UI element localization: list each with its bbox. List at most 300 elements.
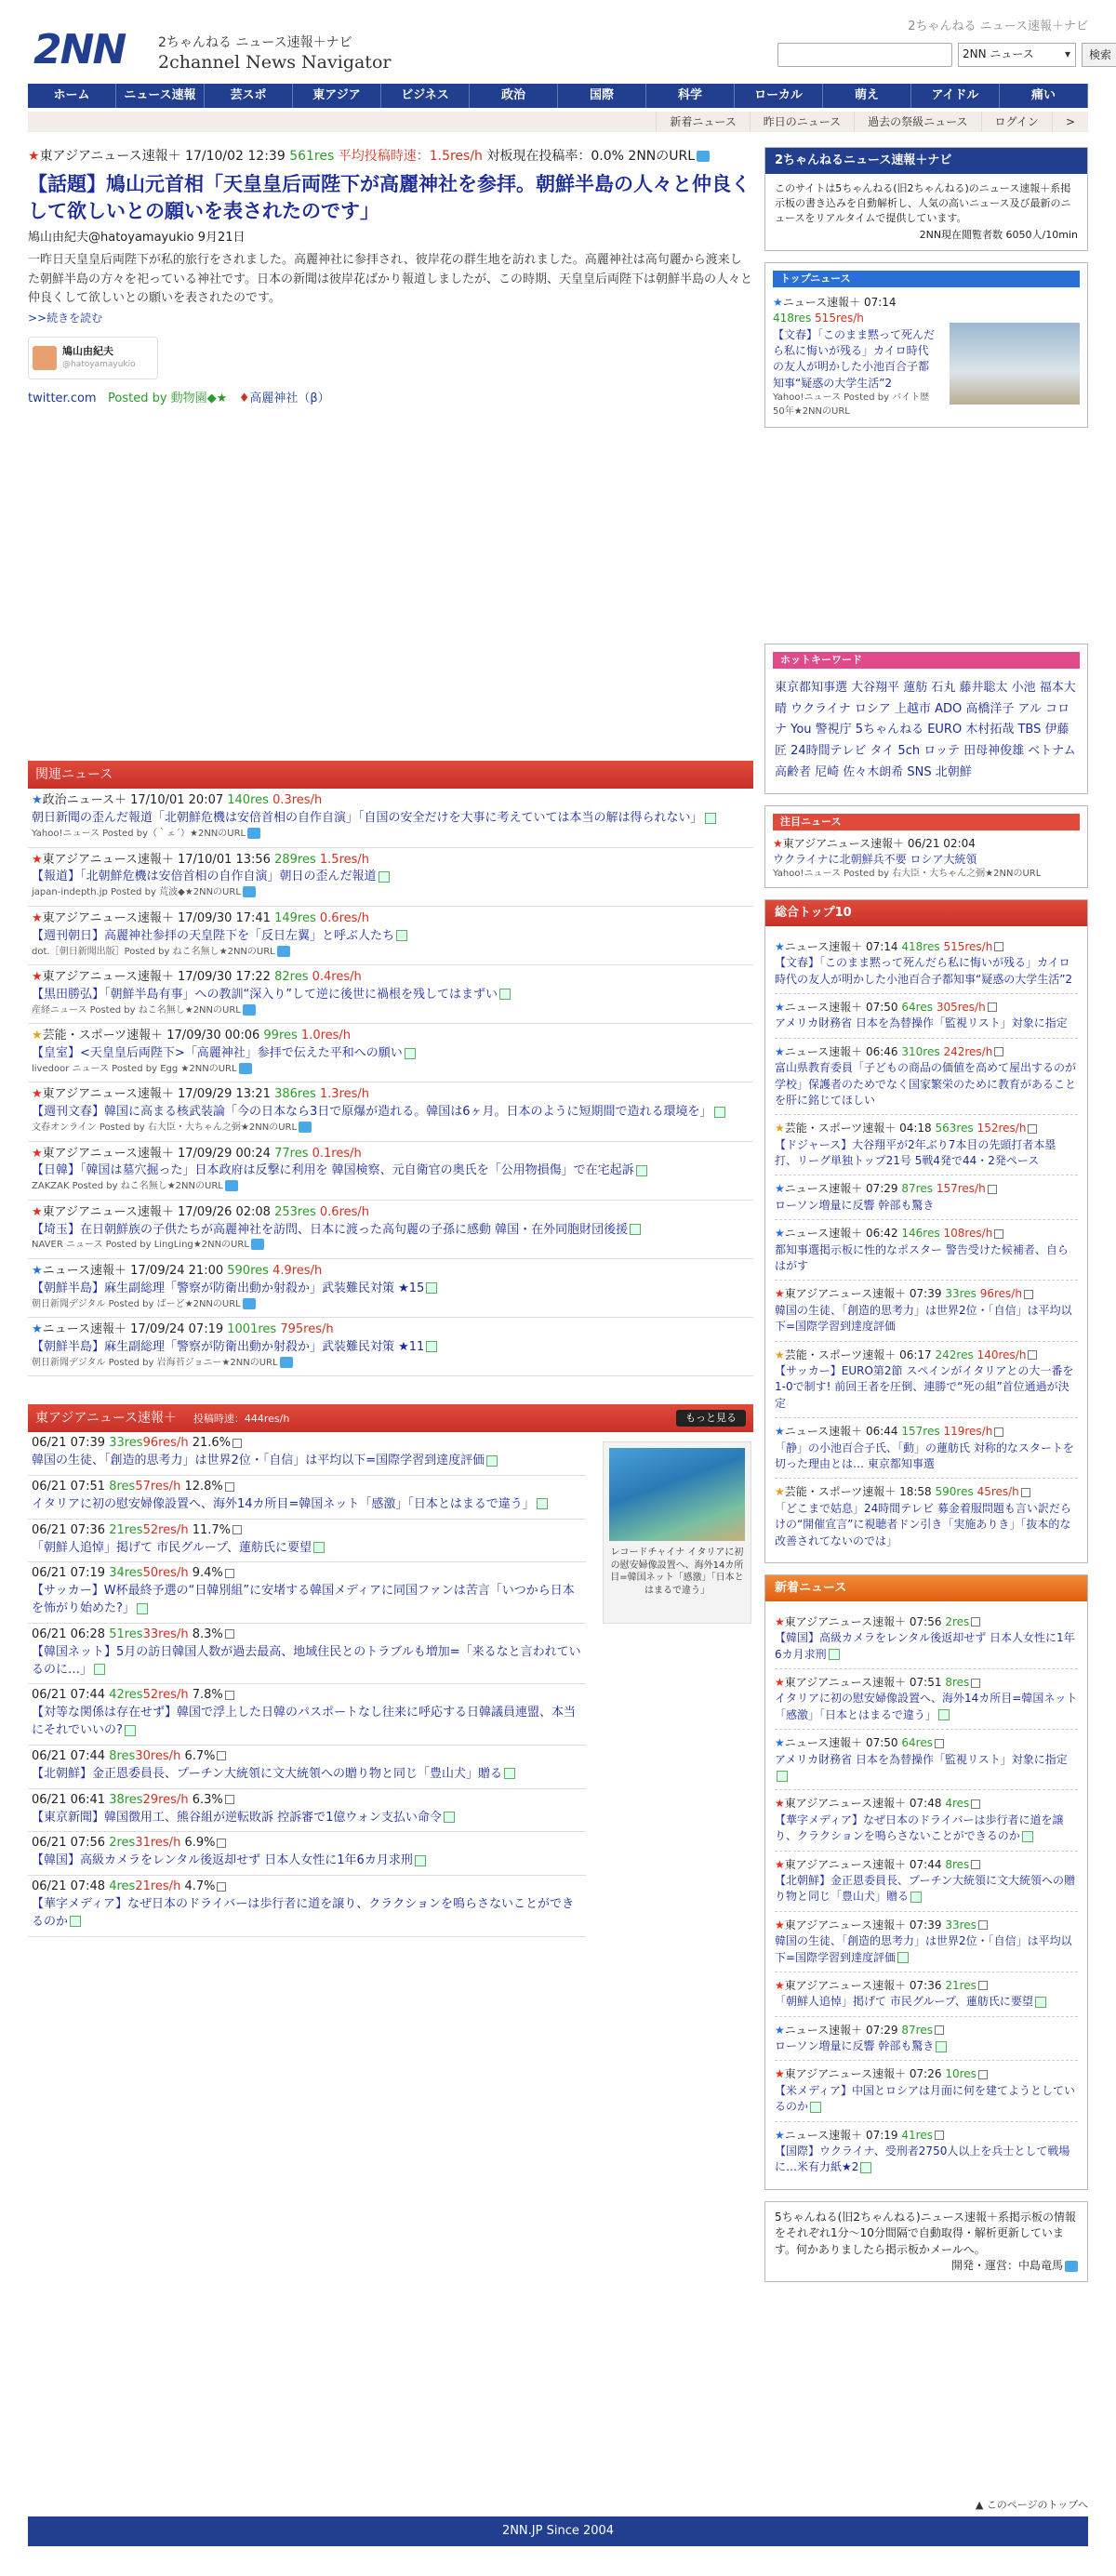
related-title-wrap [32,1162,750,1180]
logo-subtitle: 2ちゃんねる ニュース速報＋ナビ [158,35,352,50]
checkbox-icon[interactable] [978,1920,988,1930]
related-title-wrap [32,1281,750,1298]
new-category[interactable]: 東アジアニュース速報＋ 07:48 [784,1797,942,1811]
image-icon[interactable] [636,1165,647,1176]
star-icon: ★ [775,1044,785,1058]
subnav-login[interactable]: ログイン [981,112,1052,132]
top10-box [764,899,1088,1563]
list-item[interactable] [28,1624,586,1685]
twitter-icon[interactable] [280,1357,293,1368]
top10-title[interactable]: 都知事選掲示板に性的なポスター 警告受けた候補者、自らはがす [775,1242,1069,1273]
source-link[interactable]: twitter.com [28,391,97,405]
image-icon[interactable] [486,1455,498,1467]
top10-category[interactable]: 芸能・スポーツ速報＋ 18:58 [784,1485,932,1499]
twitter-icon[interactable] [239,1063,252,1074]
asia-rate: 50res/h [142,1566,189,1581]
new-title-wrap [775,2144,1078,2176]
related-category[interactable]: 政治ニュース＋ 17/10/01 20:07 [42,793,224,808]
checkbox-icon[interactable] [1024,1290,1033,1299]
twitter-icon[interactable] [243,1298,256,1309]
twitter-icon[interactable] [251,1239,264,1250]
related-meta [32,1028,750,1045]
new-title[interactable]: 【北朝鮮】金正恩委員長、プーチン大統領に文大統領への贈り物と同じ「豊山犬」贈る [775,1873,1076,1904]
checkbox-icon[interactable] [225,1691,234,1700]
read-more-link[interactable]: >>続きを読む [28,312,103,325]
asia-meta [32,1748,582,1766]
new-title[interactable]: 【国際】ウクライナ、受刑者2750人以上を兵士として戦場に…米有力紙★2 [775,2144,1070,2174]
top10-category[interactable]: 芸能・スポーツ速報＋ 04:18 [784,1122,932,1135]
image-icon[interactable] [70,1916,81,1927]
top-news-photo[interactable] [950,323,1080,405]
list-item[interactable] [28,1318,753,1376]
twitter-icon[interactable] [247,828,260,839]
checkbox-icon[interactable] [217,1839,226,1848]
asia-time: 06/21 07:56 [32,1836,106,1851]
star-icon: ★ [32,793,43,808]
image-icon[interactable] [537,1498,548,1509]
top10-title[interactable]: 【ドジャース】大谷翔平が2年ぶり7本目の先頭打者本塁打、リーグ単独トップ21号 5戦4発で44・2発ペース [775,1137,1056,1168]
related-category[interactable]: 芸能・スポーツ速報＋ 17/09/30 00:06 [42,1029,260,1043]
checkbox-icon[interactable] [225,1629,234,1639]
checkbox-icon[interactable] [935,2131,944,2140]
checkbox-icon[interactable] [994,1229,1003,1239]
asia-title[interactable]: イタリアに初の慰安婦像設置へ、海外14カ所目=韓国ネット「感激」「日本とはまるで違う」 [32,1496,535,1511]
checkbox-icon[interactable] [988,1185,997,1194]
top10-category[interactable]: ニュース速報＋ 07:29 [784,1182,898,1196]
keyword-list[interactable]: 東京都知事選 大谷翔平 蓮舫 石丸 藤井聡太 小池 福本大晴 ウクライナ ロシア 上越市 ADO 高橋洋子 アル コロナ You 警視庁 5ちゃんねる EURO 木村拓哉 TBS 伊藤匠 24時間テレビ タイ 5ch ロッテ 田母神俊雄 ベトナム 高齢者 尼崎 佐々木朗希 SNS 北朝鮮 [775,680,1076,779]
back-to-top-link[interactable]: ▲ このページのトップへ [975,2499,1088,2511]
checkbox-icon[interactable] [994,942,1003,951]
checkbox-icon[interactable] [225,1795,234,1804]
top-news-box [764,262,1088,428]
nav-itai[interactable]: 痛い [1000,84,1088,108]
top10-res: 64res [901,1000,933,1014]
asia-res: 38res [109,1792,143,1807]
article-title[interactable]: 【話題】鳩山元首相「天皇皇后両陛下が高麗神社を参拝。朝鮮半島の人々と仲良くして欲しいとの願いを表されたのです」 [28,173,751,222]
star-icon: ★ [773,295,783,309]
new-category[interactable]: 東アジアニュース速報＋ 07:56 [784,1614,942,1628]
related-category[interactable]: 東アジアニュース速報＋ 17/09/29 13:21 [42,1087,271,1102]
related-title[interactable]: 【報道】「北朝鮮危機は安倍首相の自作自演」朝日の歪んだ報道 [32,870,377,884]
checkbox-icon[interactable] [971,1799,980,1809]
image-icon[interactable] [936,2041,947,2052]
image-icon[interactable] [1022,1831,1033,1842]
related-title[interactable]: 【週刊文春】韓国に高まる核武装論「今の日本なら3日で原爆が造れる。韓国は6ヶ月。日本のように短期間で造れる環境を」 [32,1105,712,1120]
asia-pct: 9.4% [192,1566,223,1581]
top10-meta [775,1226,1078,1242]
related-title[interactable]: 【黒田勝弘】「朝鮮半島有事」への教訓“深入り”して逆に後世に禍根を残してはまずい [32,987,498,1002]
top10-title[interactable]: アメリカ財務省 日本を為替操作「監視リスト」対象に指定 [775,1016,1068,1030]
list-item[interactable] [775,1418,1078,1479]
list-item[interactable] [775,1039,1078,1116]
list-item[interactable] [775,2017,1078,2062]
related-category[interactable]: 東アジアニュース速報＋ 17/09/30 17:22 [42,970,271,985]
asia-rate: 33res/h [142,1627,189,1641]
related-category[interactable]: ニュース速報＋ 17/09/24 07:19 [42,1322,224,1337]
list-item[interactable] [28,1832,586,1876]
featured-article [28,147,753,407]
checkbox-icon[interactable] [994,1047,1003,1056]
list-item[interactable] [775,934,1078,994]
related-source-wrap [32,1298,750,1312]
asia-title[interactable]: 【北朝鮮】金正恩委員長、プーチン大統領に文大統領への贈り物と同じ「豊山犬」贈る [32,1766,502,1781]
related-news [28,761,753,1376]
top10-category[interactable]: 芸能・スポーツ速報＋ 06:17 [784,1348,932,1361]
image-icon[interactable] [405,1048,416,1059]
asia-title[interactable]: 【韓国ネット】5月の訪日韓国人数が過去最高、地域住民とのトラブルも増加=「来るなと言われているのに…」 [32,1644,581,1677]
new-res: 10res [945,2067,976,2081]
image-caption: レコードチャイナ イタリアに初の慰安婦像設置へ、海外14カ所目=韓国ネット「感激」「日本とはまるで違う」 [610,1547,744,1596]
asia-title[interactable]: 韓国の生徒、「創造的思考力」は世界2位・「自信」は平均以下=国際学習到達度評価 [32,1454,485,1468]
new-category[interactable]: ニュース速報＋ 07:19 [784,2128,898,2142]
checkbox-icon[interactable] [978,2070,988,2079]
image-icon[interactable] [313,1542,325,1553]
list-item[interactable] [775,1972,1078,2017]
posted-by: Posted by 動物園◆★ [108,391,228,405]
list-item[interactable] [28,1082,753,1141]
star-icon: ★ [775,1676,785,1690]
new-category[interactable]: ニュース速報＋ 07:29 [784,2023,898,2037]
checkbox-icon[interactable] [232,1525,242,1534]
list-item[interactable] [28,1876,586,1937]
related-title[interactable]: 【日韓】「韓国は墓穴掘った」日本政府は反撃に利用を 韓国検察、元自衛官の奥氏を「公用物損傷」で在宅起訴 [32,1163,634,1178]
footer: 2NN.JP Since 2004 [28,2516,1088,2546]
list-item[interactable] [775,1912,1078,1972]
news-photo[interactable] [609,1448,745,1541]
checkbox-icon[interactable] [1028,1350,1037,1360]
checkbox-icon[interactable] [978,1981,988,1990]
search-button[interactable]: 検索 [1082,43,1116,67]
image-icon[interactable] [897,1952,909,1963]
top10-title[interactable]: 「どこまで姑息」24時間テレビ 募金着服問題も言い訳だらけの“開催宣言”に視聴者ドン引き「実施ありき」「抜本的な改善されてないのでは」 [775,1501,1071,1547]
related-source-wrap [32,1357,750,1371]
related-title[interactable]: 【埼玉】在日朝鮮族の子供たちが高麗神社を訪問、日本に渡った高句麗の子孫に感動 韓国・在外同胞財団後援 [32,1222,629,1237]
checkbox-icon[interactable] [994,1427,1003,1437]
featured-source: Yahoo!ニュース Posted by 右大臣・大ちゃん之弼★2NNのURL [773,869,1042,880]
image-icon[interactable] [379,871,390,883]
checkbox-icon[interactable] [1028,1124,1037,1134]
new-title[interactable]: 【米メディア】中国とロシアは月面に何を建てようとしているのか [775,2083,1076,2114]
top10-meta [775,1424,1078,1440]
image-icon[interactable] [444,1812,455,1823]
top10-rate: 157res/h [936,1182,986,1196]
new-category[interactable]: ニュース速報＋ 07:50 [784,1736,898,1750]
related-title-wrap [32,987,750,1004]
asia-meta [32,1835,582,1852]
related-category[interactable]: ニュース速報＋ 17/09/24 21:00 [42,1263,224,1278]
article-footer [28,391,753,408]
nav-geisupo[interactable]: 芸スポ [205,84,293,108]
featured-title[interactable]: ウクライナに北朝鮮兵不要 ロシア大統領 [773,852,977,866]
subnav-new-news[interactable]: 新着ニュース [656,112,749,132]
nav-science[interactable]: 科学 [646,84,735,108]
new-title[interactable]: イタリアに初の慰安婦像設置へ、海外14カ所目=韓国ネット「感激」「日本とはまるで違う」 [775,1692,1078,1721]
nav-moe[interactable]: 萌え [823,84,911,108]
image-icon[interactable] [630,1224,641,1235]
asia-title[interactable]: 【韓国】高級カメラをレンタル後返却せず 日本人女性に1年6カ月求刑 [32,1853,413,1868]
star-icon: ★ [775,2023,785,2037]
checkbox-icon[interactable] [232,1439,242,1448]
list-item[interactable] [28,907,753,965]
asia-title[interactable]: 【東京新聞】韓国徴用工、熊谷組が逆転敗訴 控訴審で1億ウォン支払い命令 [32,1810,442,1825]
asia-meta [32,1627,582,1644]
image-icon[interactable] [426,1282,437,1294]
checkbox-icon[interactable] [971,1617,980,1627]
nav-international[interactable]: 国際 [558,84,646,108]
checkbox-icon[interactable] [935,1739,944,1748]
image-icon[interactable] [1035,1997,1046,2008]
related-category[interactable]: 東アジアニュース速報＋ 17/09/30 17:41 [42,910,271,925]
list-item[interactable] [775,1669,1078,1730]
list-item[interactable] [775,1220,1078,1281]
top10-title[interactable]: 「静」の小池百合子氏、「動」の蓮舫氏 対称的なスタートを切った理由とは… 東京都知事選 [775,1441,1074,1470]
related-category[interactable]: 東アジアニュース速報＋ 17/10/01 13:56 [42,852,271,867]
checkbox-icon[interactable] [971,1679,980,1688]
new-res: 8res [945,1676,970,1690]
twitter-icon[interactable] [243,886,256,897]
list-item[interactable] [28,1684,586,1746]
related-meta [32,792,750,810]
header [28,20,1111,82]
twitter-icon[interactable] [299,1122,312,1133]
list-item[interactable] [28,1476,586,1520]
image-icon[interactable] [938,1709,950,1720]
twitter-icon[interactable] [225,1180,238,1191]
hot-keyword-box [764,644,1088,794]
new-title[interactable]: 韓国の生徒、「創造的思考力」は世界2位・「自信」は平均以下=国際学習到達度評価 [775,1934,1072,1964]
asia-pct: 6.7% [184,1748,216,1763]
image-icon[interactable] [777,1771,788,1782]
list-item[interactable] [28,1142,753,1201]
subnav-next[interactable]: > [1052,112,1088,132]
top10-category[interactable]: 東アジアニュース速報＋ 07:39 [784,1287,942,1301]
top10-title[interactable]: 富山県教育委員「子どもの商品の価値を高めて屋出するのが学校」保護者のためでなく国家繁栄のために教育があることを肝に銘じてほしい [775,1061,1077,1107]
checkbox-icon[interactable] [225,1482,234,1492]
top10-title[interactable]: 【サッカー】EURO第2節 スペインがイタリアとの大一番を1-0で制す! 前回王者を圧倒、連勝で“死の組”首位通過が決定 [775,1363,1074,1410]
twitter-icon[interactable] [1065,2261,1078,2272]
subnav-yesterday[interactable]: 昨日のニュース [750,112,854,132]
related-meta [32,852,750,870]
checkbox-icon[interactable] [217,1882,226,1892]
asia-rate: 52res/h [142,1688,189,1703]
list-item[interactable] [775,1115,1078,1175]
related-rate: 0.3res/h [272,793,323,808]
asia-res: 8res [109,1748,136,1763]
list-item[interactable] [28,789,753,847]
image-icon[interactable] [910,1892,922,1903]
image-icon[interactable] [705,813,716,824]
image-icon[interactable] [396,930,407,941]
nav-business[interactable]: ビジネス [381,84,470,108]
image-icon[interactable] [125,1725,136,1736]
new-news-list [765,1601,1087,2189]
image-icon[interactable] [714,1107,725,1118]
top-news-category[interactable]: ニュース速報＋ 07:14 [782,295,897,309]
image-icon[interactable] [829,1649,840,1660]
site-logo[interactable]: 2NN [33,26,126,73]
checkbox-icon[interactable] [225,1569,234,1578]
related-title[interactable]: 【朝鮮半島】麻生副総理「警察が防衛出動か射殺か」武装難民対策 ★11 [32,1339,425,1354]
image-icon[interactable] [415,1855,426,1866]
list-item[interactable] [775,1175,1078,1220]
checkbox-icon[interactable] [988,1003,997,1012]
top10-rate: 152res/h [976,1122,1027,1135]
related-category[interactable]: 東アジアニュース速報＋ 17/09/29 00:24 [42,1146,271,1161]
star-icon: ★ [775,1797,785,1811]
article-byline: 鳩山由紀夫@hatoyamayukio 9月21日 [28,230,246,245]
top-news-source: Yahoo!ニュース Posted by バイト歴50年★2NNのURL [773,392,930,417]
article-body: 一昨日天皇皇后両陛下が私的旅行をされました。高麗神社に参拝され、彼岸花の群生地を訪れました。高麗神社は高句麗から渡来した朝鮮半島の方々を祀っている神社です。日本の新聞は彼岸花ばかり報道しましたが、この時期、天皇皇后両陛下は朝鮮半島の人々と仲良くして欲しいとの願いを表されたのです。 [28,252,752,306]
top10-res: 563res [935,1122,974,1135]
image-icon[interactable] [860,2162,871,2173]
star-icon: ★ [775,2067,785,2081]
twitter-card[interactable] [28,337,158,379]
top10-title[interactable]: ローソン増量に反響 幹部も驚き [775,1198,935,1212]
featured-category[interactable]: 東アジアニュース速報＋ 06/21 02:04 [782,836,976,850]
top-news-title[interactable]: 【文春】「このまま黙って死んだら私に悔いが残る」カイロ時代の友人が明かした小池百合子都知事“疑惑の大学生活”2 [773,327,936,390]
asia-title[interactable]: 【華字メディア】なぜ日本のドライバーは歩行者に道を譲り、クラクションを鳴らさないことができるのか [32,1896,575,1929]
article-res: 561res [289,149,335,164]
list-item[interactable] [28,1201,753,1259]
top10-rate: 305res/h [936,1000,986,1014]
new-title[interactable]: ローソン増量に反響 幹部も驚き [775,2039,935,2053]
asia-title-wrap [32,1644,582,1680]
list-item[interactable] [28,848,753,907]
subnav-past-festival[interactable]: 過去の祭級ニュース [854,112,980,132]
checkbox-icon[interactable] [935,2025,944,2035]
asia-title[interactable]: 【サッカー】W杯最終予選の“日韓別組”に安堵する韓国メディアに同国ファンは苦言「いつから日本を怖がり始めた?」 [32,1584,575,1616]
top10-category[interactable]: ニュース速報＋ 07:50 [784,1000,898,1014]
list-item[interactable] [28,1259,753,1318]
image-icon[interactable] [499,989,511,1000]
list-item[interactable] [775,1790,1078,1851]
image-icon[interactable] [810,2102,821,2113]
nav-home[interactable]: ホーム [28,84,116,108]
top10-category[interactable]: ニュース速報＋ 06:42 [784,1227,898,1241]
related-source-wrap [32,828,750,842]
more-button[interactable]: もっと見る [676,1410,746,1427]
image-icon[interactable] [426,1341,437,1352]
east-asia-featured-image[interactable] [603,1441,751,1624]
nav-idol[interactable]: アイドル [911,84,1000,108]
asia-time: 06/21 07:44 [32,1688,106,1703]
list-item[interactable] [28,1520,586,1563]
new-meta [775,2128,1078,2144]
list-item[interactable] [28,1024,753,1082]
new-title-wrap [775,1630,1078,1663]
list-item[interactable] [28,1746,586,1789]
related-meta [32,1086,750,1104]
search-input[interactable] [777,43,952,67]
asia-meta [32,1565,582,1583]
asia-title[interactable]: 「朝鮮人追悼」掲げて 市民グループ、蓮舫氏に要望 [32,1540,312,1555]
related-category[interactable]: 東アジアニュース速報＋ 17/09/26 02:08 [42,1204,271,1219]
asia-meta [32,1792,582,1810]
featured-news-item [765,830,1087,887]
new-news-title: 新着ニュース [765,1575,1087,1601]
list-item[interactable] [775,2122,1078,2182]
related-meta [32,910,750,928]
new-title[interactable]: 「朝鮮人追悼」掲げて 市民グループ、蓮舫氏に要望 [775,1995,1033,2009]
new-title[interactable]: 【華字メディア】なぜ日本のドライバーは歩行者に道を譲り、クラクションを鳴らさないことができるのか [775,1812,1064,1843]
site-description: 2ちゃんねる ニュース速報＋ナビ [908,20,1088,33]
search-category-select[interactable] [958,43,1076,67]
new-category[interactable]: 東アジアニュース速報＋ 07:26 [784,2067,942,2081]
new-title[interactable]: アメリカ財務省 日本を為替操作「監視リスト」対象に指定 [775,1752,1068,1766]
place-link[interactable]: 高麗神社（β） [249,391,330,405]
east-asia-title[interactable]: 東アジアニュース速報＋ [35,1411,178,1427]
asia-time: 06/21 07:51 [32,1480,106,1494]
asia-title[interactable]: 【対等な関係は存在せず】韓国で浮上した日韓のパスポートなし往来に呼応する日韓議員連盟、本当にそれでいいの? [32,1706,577,1738]
new-category[interactable]: 東アジアニュース速報＋ 07:51 [784,1676,942,1690]
list-item[interactable] [775,1852,1078,1912]
list-item[interactable] [775,1730,1078,1790]
nav-politics[interactable]: 政治 [470,84,558,108]
new-res: 64res [901,1736,933,1750]
related-source-wrap [32,1239,750,1253]
asia-title-wrap [32,1705,582,1740]
image-icon[interactable] [504,1768,515,1779]
top10-title[interactable]: 韓国の生徒、「創造的思考力」は世界2位・「自信」は平均以下=国際学習到達度評価 [775,1303,1072,1334]
new-category[interactable]: 東アジアニュース速報＋ 07:36 [784,1978,942,1992]
image-icon[interactable] [94,1664,105,1675]
top10-rate: 140res/h [976,1348,1027,1361]
related-title[interactable]: 朝日新聞の歪んだ報道「北朝鮮危機は安倍首相の自作自演」「自国の安全だけを大事に考えていては本当の解は得られない」 [32,811,703,826]
list-item[interactable] [28,965,753,1024]
checkbox-icon[interactable] [217,1751,226,1760]
new-res: 33res [945,1918,976,1932]
top10-category[interactable]: ニュース速報＋ 07:14 [784,939,898,953]
new-res: 8res [945,1857,970,1871]
list-item[interactable] [775,994,1078,1039]
star-icon: ★ [32,1263,43,1278]
new-res: 2res [945,1614,970,1628]
twitter-icon[interactable] [697,151,710,162]
checkbox-icon[interactable] [1021,1488,1030,1497]
related-title[interactable]: 【皇室】<天皇皇后両陛下>「高麗神社」参拝で伝えた平和への願い [32,1046,403,1061]
list-item[interactable] [28,1432,586,1476]
related-title[interactable]: 【朝鮮半島】麻生副総理「警察が防衛出動か射殺か」武装難民対策 ★15 [32,1281,425,1295]
article-category[interactable]: 東アジアニュース速報＋ 17/10/02 12:39 [39,149,286,164]
list-item[interactable] [28,1562,586,1624]
new-meta [775,1796,1078,1812]
new-category[interactable]: 東アジアニュース速報＋ 07:39 [784,1918,942,1932]
list-item[interactable] [775,2061,1078,2121]
twitter-icon[interactable] [277,946,290,957]
new-title[interactable]: 【韓国】高級カメラをレンタル後返却せず 日本人女性に1年6カ月求刑 [775,1631,1075,1661]
list-item[interactable] [775,1342,1078,1419]
related-title-wrap [32,1339,750,1357]
top10-title[interactable]: 【文春】「このまま黙って死んだら私に悔いが残る」カイロ時代の友人が明かした小池百合子都知事“疑惑の大学生活”2 [775,956,1073,986]
nav-news[interactable]: ニュース速報 [116,84,205,108]
image-icon[interactable] [137,1603,148,1614]
related-meta [32,1204,750,1222]
new-title-wrap [775,1994,1078,2010]
related-title[interactable]: 【週刊朝日】高麗神社参拝の天皇陛下を「反日左翼」と呼ぶ人たち [32,928,395,943]
nav-local[interactable]: ローカル [735,84,823,108]
twitter-icon[interactable] [243,1004,256,1016]
list-item[interactable] [775,1479,1078,1555]
list-item[interactable] [775,1281,1078,1341]
top10-category[interactable]: ニュース速報＋ 06:44 [784,1425,898,1439]
list-item[interactable] [28,1789,586,1833]
checkbox-icon[interactable] [971,1860,980,1869]
nav-east-asia[interactable]: 東アジア [293,84,381,108]
top10-category[interactable]: ニュース速報＋ 06:46 [784,1044,898,1058]
new-category[interactable]: 東アジアニュース速報＋ 07:44 [784,1857,942,1871]
list-item[interactable] [775,1609,1078,1669]
asia-pct: 8.3% [192,1627,223,1641]
